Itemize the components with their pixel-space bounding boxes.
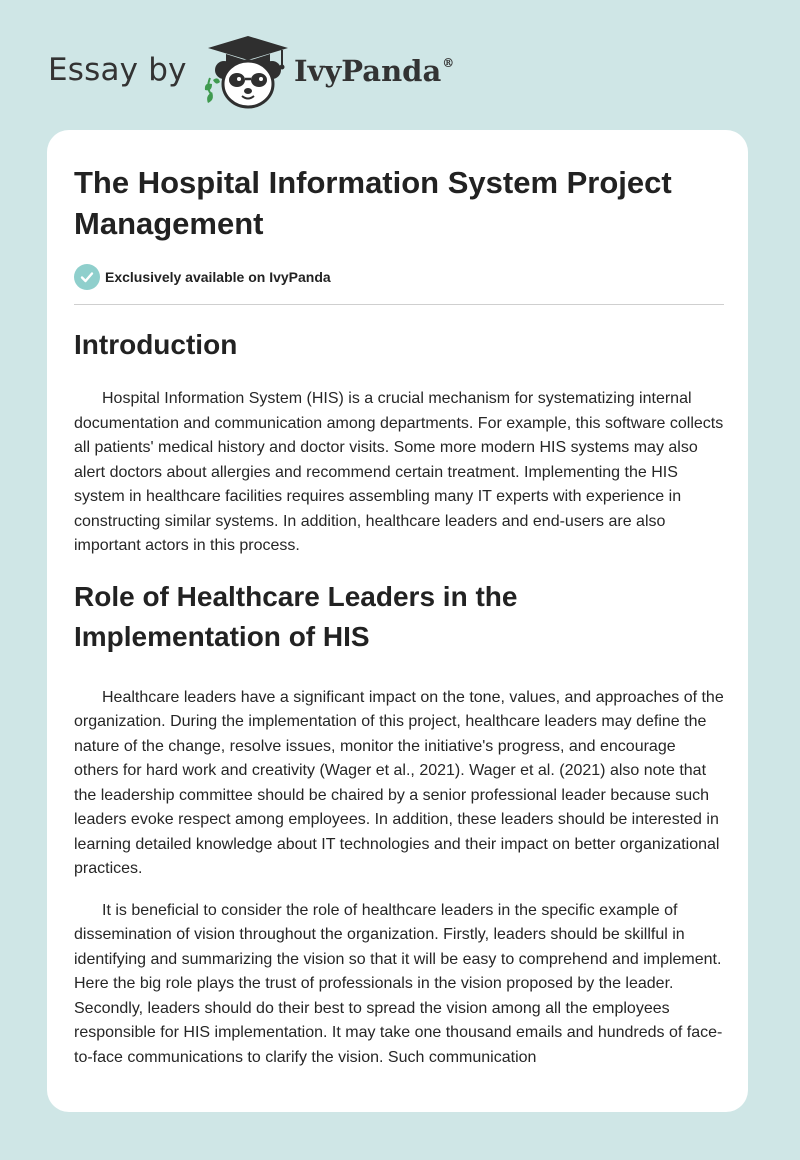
exclusive-badge <box>74 264 724 290</box>
exclusive-badge-label: Exclusively available on IvyPanda <box>105 269 331 285</box>
essay-card <box>47 130 748 1112</box>
section-heading-introduction: Introduction <box>74 329 238 360</box>
check-icon <box>74 264 100 290</box>
registered-mark: ® <box>442 56 455 70</box>
ivypanda-brand-name: IvyPanda® <box>294 54 455 88</box>
essay-by-label: Essay by <box>48 52 187 88</box>
paragraph: It is beneficial to consider the role of healthcare leaders in the specific example of dissemination of vision throughout the organization. Firstly, leaders should be skillful in identifying and summarizing the vision so that it will be easy to comprehend and implement. Here the big role plays the trust of professionals in the vision proposed by the leader. Secondly, leaders should do their best to spread the vision among all the employees responsible for HIS implementation. It may take one thousand emails and hundreds of face-to-face communications to clarify the vision. Such communication <box>74 901 723 1066</box>
essay-content <box>74 162 724 1070</box>
brand-header <box>48 34 488 114</box>
ivypanda-logo-icon <box>202 34 294 110</box>
section-heading-role-of-leaders: Role of Healthcare Leaders in the Implementation of HIS <box>74 580 518 652</box>
paragraph: Hospital Information System (HIS) is a crucial mechanism for systematizing internal documentation and communication among departments. For example, this software collects all patients' medical history and doctor visits. Some more modern HIS systems may also alert doctors about allergies and recommend certain treatment. Implementing the HIS system in healthcare facilities requires assembling many IT experts with experience in constructing similar systems. In addition, healthcare leaders and end-users are also important actors in this process. <box>74 390 724 554</box>
paragraph: Healthcare leaders have a significant impact on the tone, values, and approaches of the organization. During the implementation of this project, healthcare leaders may define the nature of the change, resolve issues, monitor the initiative's progress, and encourage others for hard work and creativity (Wager et al., 2021). Wager et al. (2021) also note that the leadership committee should be chaired by a senior professional leader because such leaders evoke respect among employees. In addition, these leaders should be interested in learning detailed knowledge about IT technologies and their impact on better organizational practices. <box>74 688 724 877</box>
essay-title: The Hospital Information System Project Management <box>74 165 672 241</box>
divider <box>74 304 724 305</box>
